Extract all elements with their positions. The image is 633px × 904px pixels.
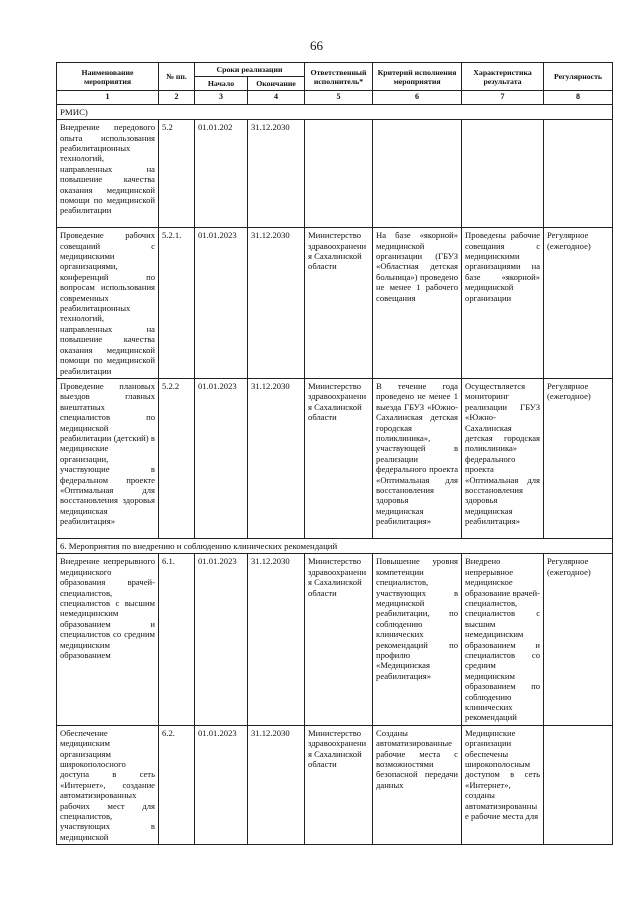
responsible bbox=[305, 120, 373, 228]
measure-number: 5.2.2 bbox=[159, 378, 195, 538]
start-date: 01.01.2023 bbox=[195, 725, 248, 844]
col-header-end: Окончание bbox=[248, 77, 305, 91]
regularity bbox=[544, 120, 613, 228]
col-header-no: № пп. bbox=[159, 63, 195, 91]
result: Медицинские организации обеспечены широкополосным доступом в сеть «Интернет», созданы автоматизированные рабочие места для bbox=[462, 725, 544, 844]
end-date: 31.12.2030 bbox=[248, 378, 305, 538]
result: Осуществляется мониторинг реализации ГБУЗ «Южно-Сахалинская детская городская поликлиника» федерального проекта «Оптимальная для восстановления здоровья медицинская реабилитация» bbox=[462, 378, 544, 538]
col-header-terms: Сроки реализации bbox=[195, 63, 305, 77]
start-date: 01.01.202 bbox=[195, 120, 248, 228]
regularity bbox=[544, 725, 613, 844]
column-number: 3 bbox=[195, 91, 248, 104]
section-title: 6. Мероприятия по внедрению и соблюдению клинических рекомендаций bbox=[57, 538, 613, 553]
table-row bbox=[57, 120, 613, 228]
table-row bbox=[57, 725, 613, 844]
header-row-1 bbox=[57, 63, 613, 77]
measure-number: 6.2. bbox=[159, 725, 195, 844]
column-number: 2 bbox=[159, 91, 195, 104]
measure-name: Внедрение передового опыта использования реабилитационных технологий, направленных на повышение качества оказания медицинской помощи по медицинской реабилитации bbox=[57, 120, 159, 228]
column-number: 8 bbox=[544, 91, 613, 104]
result bbox=[462, 120, 544, 228]
continuation-label: РМИС) bbox=[57, 104, 613, 119]
criterion bbox=[373, 120, 462, 228]
col-header-characteristic: Характеристика результата bbox=[462, 63, 544, 91]
column-number: 6 bbox=[373, 91, 462, 104]
regularity: Регулярное (ежегодное) bbox=[544, 378, 613, 538]
regularity: Регулярное (ежегодное) bbox=[544, 228, 613, 379]
table-row bbox=[57, 378, 613, 538]
responsible: Министерство здравоохранения Сахалинской области bbox=[305, 725, 373, 844]
column-number: 4 bbox=[248, 91, 305, 104]
measure-name: Внедрение непрерывного медицинского образования врачей-специалистов, специалистов с высшим немедицинским образованием и специалистов со средним медицинским образованием bbox=[57, 554, 159, 726]
column-number: 5 bbox=[305, 91, 373, 104]
measure-name: Проведение плановых выездов главных внештатных специалистов по медицинской реабилитации (детский) в медицинские организации, участвующие в федеральном проекте «Оптимальная для восстановления здоровья медицинская реабилитация» bbox=[57, 378, 159, 538]
measure-number: 6.1. bbox=[159, 554, 195, 726]
measure-name: Обеспечение медицинским организациям широкополосного доступа в сеть «Интернет», создание автоматизированных рабочих мест для специалистов, участвующих в медицинской bbox=[57, 725, 159, 844]
measure-name: Проведение рабочих совещаний с медицинскими организациями, конференций по вопросам использования современных реабилитационных технологий, направленных на повышение качества оказания медицинской помощи по медицинской реабилитации bbox=[57, 228, 159, 379]
criterion: На базе «якорной» медицинской организации (ГБУЗ «Областная детская больница») проведено не менее 1 рабочего совещания bbox=[373, 228, 462, 379]
result: Внедрено непрерывное медицинское образование врачей-специалистов, специалистов с высшим немедицинским образованием и специалистов со средним медицинским образованием по соблюдению клинических рекомендаций bbox=[462, 554, 544, 726]
criterion: Повышение уровня компетенции специалистов, участвующих в медицинской реабилитации, по соблюдению клинических рекомендаций по профилю «Медицинская реабилитация» bbox=[373, 554, 462, 726]
column-number: 7 bbox=[462, 91, 544, 104]
measures-table bbox=[56, 62, 613, 845]
section-row bbox=[57, 538, 613, 553]
regularity: Регулярное (ежегодное) bbox=[544, 554, 613, 726]
result: Проведены рабочие совещания с медицинскими организациями на базе «якорной» медицинской организации bbox=[462, 228, 544, 379]
col-header-regularity: Регулярность bbox=[544, 63, 613, 91]
end-date: 31.12.2030 bbox=[248, 554, 305, 726]
start-date: 01.01.2023 bbox=[195, 554, 248, 726]
page-number: 66 bbox=[310, 38, 323, 53]
measure-number: 5.2.1. bbox=[159, 228, 195, 379]
column-number: 1 bbox=[57, 91, 159, 104]
responsible: Министерство здравоохранения Сахалинской области bbox=[305, 554, 373, 726]
col-header-responsible: Ответственный исполнитель* bbox=[305, 63, 373, 91]
col-header-name: Наименование мероприятия bbox=[57, 63, 159, 91]
col-header-criterion: Критерий исполнения мероприятия bbox=[373, 63, 462, 91]
end-date: 31.12.2030 bbox=[248, 120, 305, 228]
measure-number: 5.2 bbox=[159, 120, 195, 228]
start-date: 01.01.2023 bbox=[195, 228, 248, 379]
criterion: В течение года проведено не менее 1 выезда ГБУЗ «Южно-Сахалинская детская городская поликлиника», участвующей в реализации федерального проекта «Оптимальная для восстановления здоровья медицинская реабилитация» bbox=[373, 378, 462, 538]
table-row bbox=[57, 554, 613, 726]
end-date: 31.12.2030 bbox=[248, 228, 305, 379]
responsible: Министерство здравоохранения Сахалинской области bbox=[305, 228, 373, 379]
column-number-row bbox=[57, 91, 613, 104]
end-date: 31.12.2030 bbox=[248, 725, 305, 844]
table-row bbox=[57, 228, 613, 379]
col-header-start: Начало bbox=[195, 77, 248, 91]
continuation-row bbox=[57, 104, 613, 119]
start-date: 01.01.2023 bbox=[195, 378, 248, 538]
responsible: Министерство здравоохранения Сахалинской области bbox=[305, 378, 373, 538]
criterion: Созданы автоматизированные рабочие места с возможностями безопасной передачи данных bbox=[373, 725, 462, 844]
